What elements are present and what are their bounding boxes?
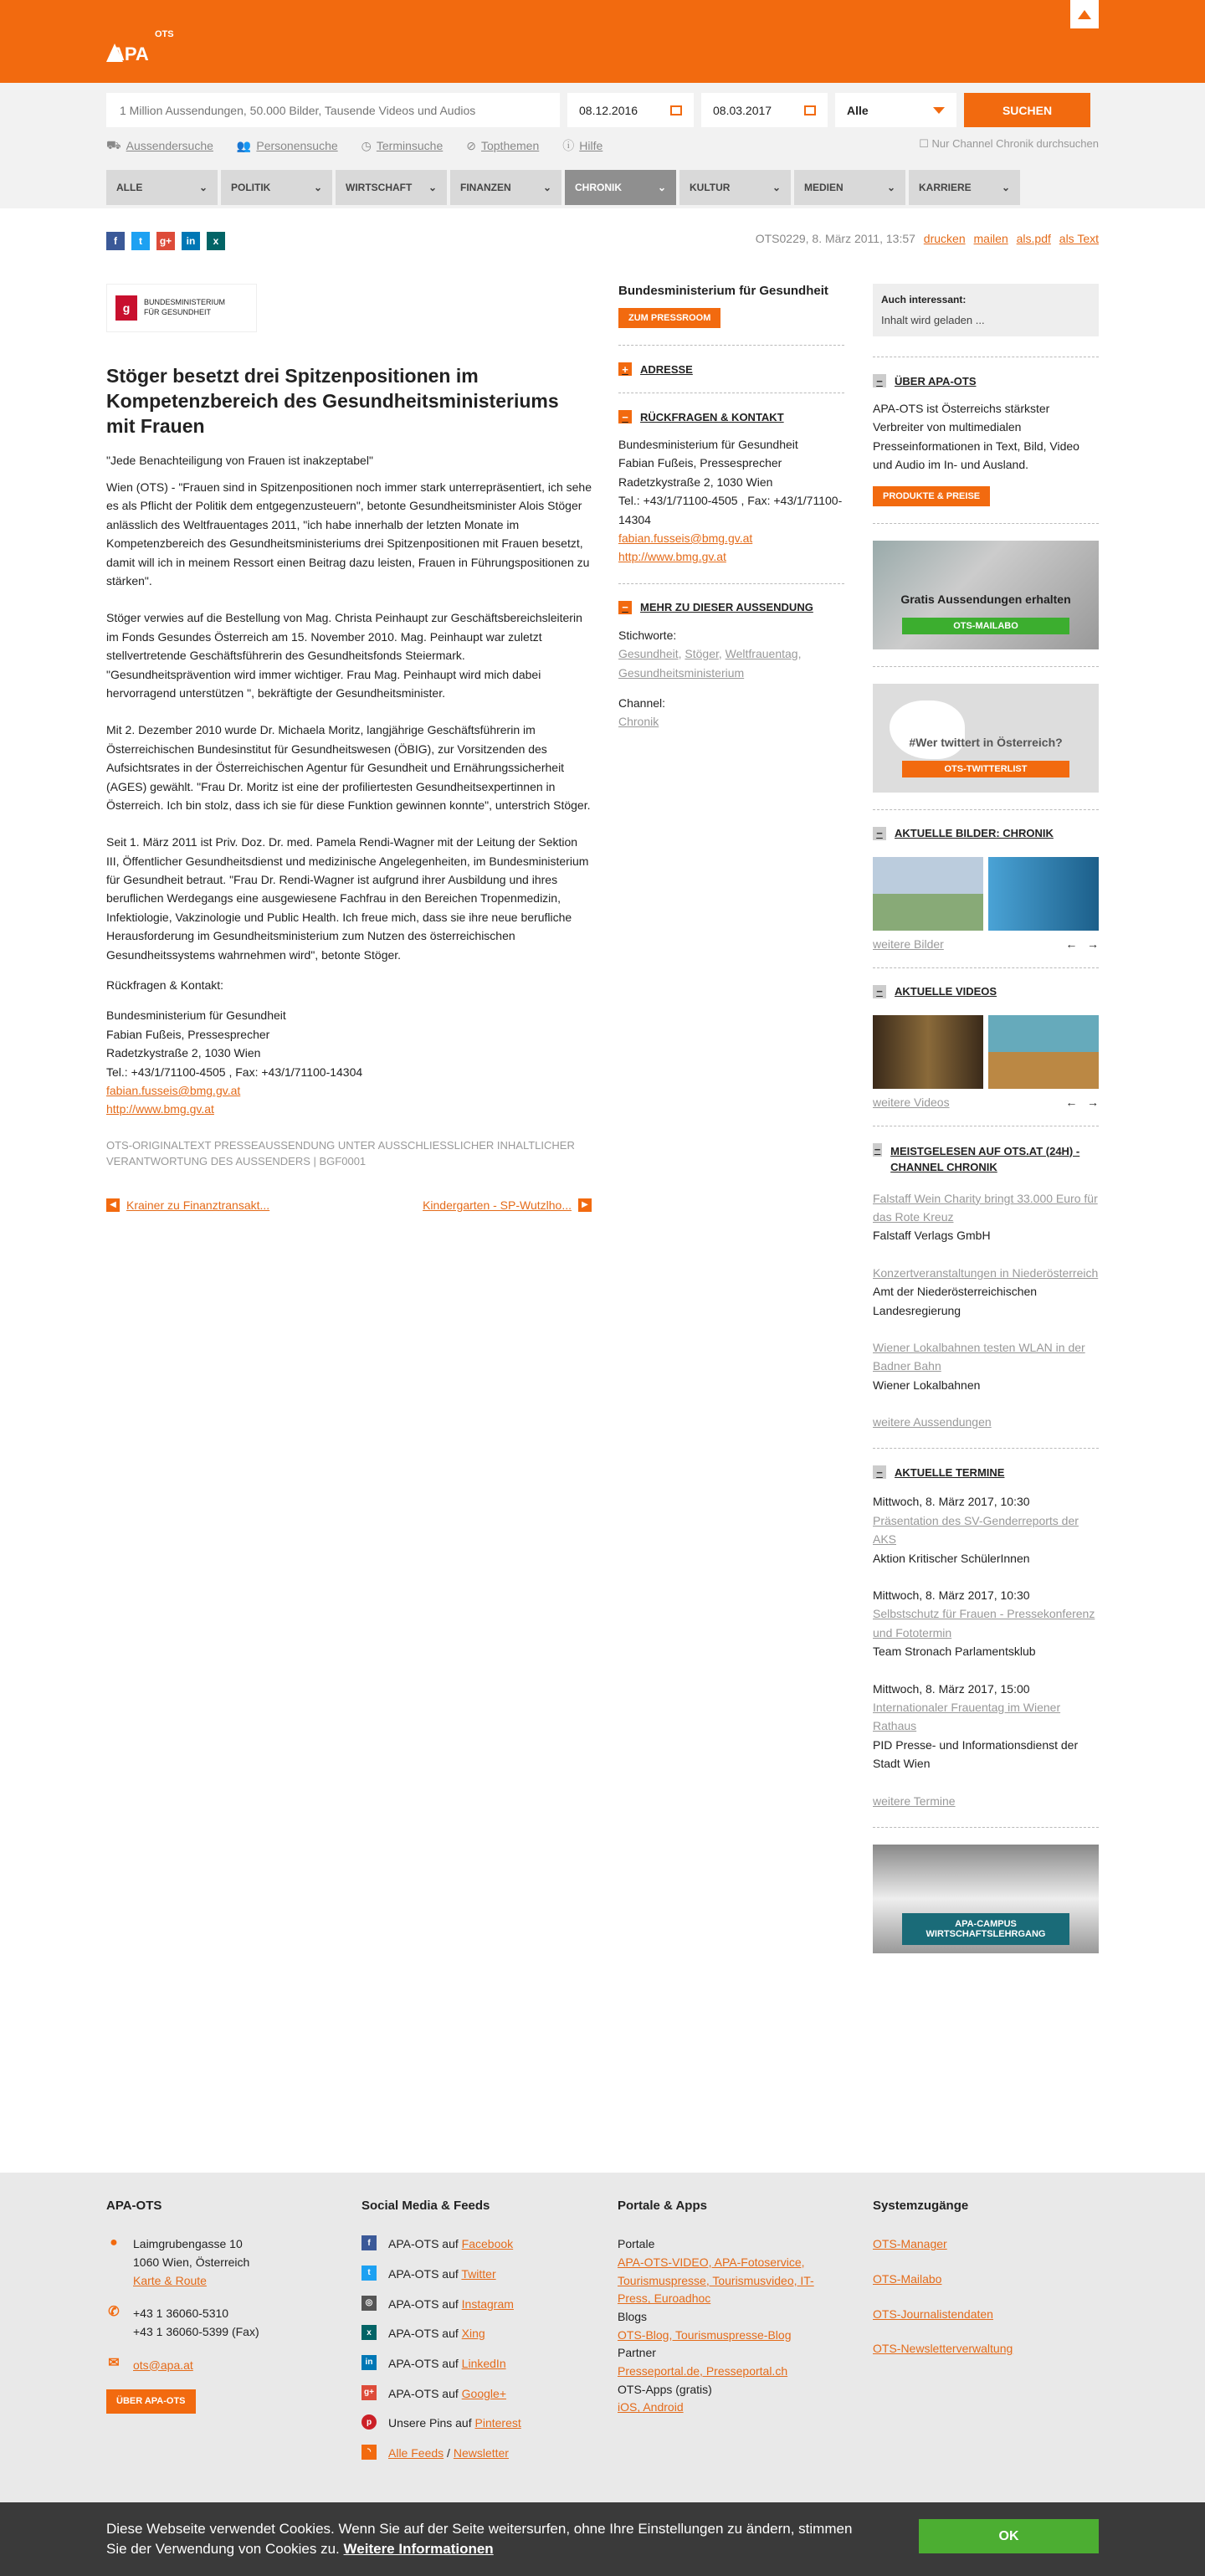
truck-icon: ⛟ <box>106 137 121 151</box>
produkte-button[interactable]: PRODUKTE & PREISE <box>873 486 990 506</box>
tag-link[interactable]: Gesundheit <box>618 647 679 661</box>
linkedin-icon: in <box>362 2355 377 2370</box>
weitere-termine-link[interactable]: weitere Termine <box>873 1793 956 1808</box>
article-paragraph: Stöger verwies auf die Bestellung von Mag. Christa Peinhaupt zur Geschäftsbereichsleiterin im Fonds Gesundes Österreich am 15. November 2010. Mag. Peinhaupt war zuletzt stellvertretende Geschäftsführerin des Gesundheitsfonds Steiermark. "Gesundheitsprävention wird immer wichtiger. Frau Mag. Peinhaupt wird mich dabei hervorragend unterstützen ", bekräftigte der Gesundheitsminister. <box>106 611 582 700</box>
footer-instagram-link[interactable]: Instagram <box>461 2296 514 2311</box>
feeds-link[interactable]: Alle Feeds <box>388 2446 444 2461</box>
chevron-down-icon: ⌄ <box>542 182 551 193</box>
mehr-toggle[interactable]: − MEHR ZU DIESER AUSSENDUNG <box>618 601 844 614</box>
tab-medien[interactable]: MEDIEN ⌄ <box>794 170 905 205</box>
calendar-icon <box>804 105 816 115</box>
search-area <box>0 83 1205 208</box>
mail-icon: ✉ <box>108 2356 120 2371</box>
ots-mailabo-link[interactable]: OTS-Mailabo <box>873 2271 942 2286</box>
auch-interessant-box: Auch interessant: Inhalt wird geladen ... <box>873 284 1099 336</box>
termin-link[interactable]: Selbstschutz für Frauen - Pressekonferenz und Fototermin <box>873 1607 1095 1640</box>
footer-facebook-link[interactable]: Facebook <box>461 2237 514 2251</box>
meistgelesen-link[interactable]: Falstaff Wein Charity bringt 33.000 Euro für das Rote Kreuz <box>873 1191 1098 1224</box>
ueber-apa-heading[interactable]: − ÜBER APA-OTS <box>873 374 1099 387</box>
print-link[interactable]: drucken <box>923 232 966 245</box>
mehr-content: Stichworte: Gesundheit, Stöger, Weltfrauentag, Gesundheitsministerium Channel: Chronik <box>618 628 802 729</box>
arrow-right-icon: ▶ <box>578 1198 592 1212</box>
sidebar: Auch interessant: Inhalt wird geladen ... − ÜBER APA-OTS APA-OTS ist Österreichs stärkster Verbreiter von multimedialen Presseinformationen in Text, Bild, Video und Audio im In- und Ausland. PRODUKTE & PREISE Gratis Aussendungen erhalten OTS-MAILABO #Wer twittert in Österreich? OTS-TWITTERLIST − AKTUELLE BILDER: CHRONIK weitere Bilder ← → − AKTUELLE VIDEOS weitere Videos ← → − MEISTGELESEN AUF OTS.AT (24H) - CHANNEL CHRONIK Falstaff Wein Charity bringt 33.000 Euro für das Rote Kreuz Falstaff Verlags GmbH Konzertveranstaltungen in Niederösterreich Amt der Niederösterreichischen Landesregierung Wiener Lokalbahnen testen WLAN in der Badner Bahn Wiener Lokalbahnen weitere Aussendungen − AKTUELLE TERMINE Mittwoch, 8. März 2017, 10:30 Präsentation des SV-Genderreports der AKS Aktion Kritischer SchülerInnen Mittwoch, 8. März 2017, 10:30 Selbstschutz für Frauen - Pressekonferenz und Fototermin Team Stronach Parlamentsklub Mittwoch, 8. März 2017, 15:00 Internationaler Frauentag im Wiener Rathaus PID Presse- und Informationsdienst der Stadt Wien weitere Termine APA-CAMPUS WIRTSCHAFTSLEHRGANG <box>873 284 1099 1953</box>
arrow-left-icon[interactable]: ← <box>1065 936 1078 951</box>
chevron-down-icon: ⌄ <box>198 182 208 193</box>
minus-icon: − <box>873 1465 886 1479</box>
email-link[interactable]: fabian.fusseis@bmg.gv.at <box>618 531 753 545</box>
ots-journalistendaten-link[interactable]: OTS-Journalistendaten <box>873 2307 993 2321</box>
info-icon: ⓘ <box>562 139 575 152</box>
contact-block: Bundesministerium für Gesundheit Fabian Fußeis, Pressesprecher Radetzkystraße 2, 1030 Wien Tel.: +43/1/71100-4505 , Fax: +43/1/71100-14304 fabian.fusseis@bmg.gv.at http://www.bmg.gv.at <box>106 1008 363 1116</box>
twitterlist-button[interactable]: OTS-TWITTERLIST <box>902 761 1069 777</box>
instagram-icon: ◎ <box>362 2296 377 2311</box>
tab-alle[interactable]: ALLE ⌄ <box>106 170 218 205</box>
chevron-down-icon: ⌄ <box>772 182 781 193</box>
pinterest-icon: p <box>362 2414 377 2430</box>
footer-portale: Portale & Apps Portale APA-OTS-VIDEO, APA-Fotoservice, Tourismuspresse, Tourismusvideo, IT-Press, Euroadhoc Blogs OTS-Blog, Tourismuspresse-Blog Partner Presseportal.de, Presseportal.ch OTS-Apps (gratis) iOS, Android <box>618 2199 814 2414</box>
channel-link[interactable]: Chronik <box>618 715 659 729</box>
footer-apa-ots: APA-OTS ● Laimgrubengasse 10 1060 Wien, Österreich Karte & Route ✆ +43 1 36060-5310 +43 1 36060-5399 (Fax) ✉ ots@apa.at ÜBER APA-OTS <box>106 2196 332 2414</box>
channel-checkbox-label: Nur Channel Chronik durchsuchen <box>931 137 1099 150</box>
aussendersuche-link[interactable] <box>106 137 213 154</box>
facebook-icon[interactable]: f <box>106 232 125 250</box>
cookie-banner <box>0 2502 1205 2576</box>
tag-link[interactable]: Gesundheitsministerium <box>618 665 745 680</box>
ministry-logo-icon: g <box>115 295 137 321</box>
footer-xing-link[interactable]: Xing <box>461 2327 485 2341</box>
article-pagination <box>106 1198 592 1212</box>
xing-icon: x <box>362 2325 377 2340</box>
article-paragraph: Seit 1. März 2011 ist Priv. Doz. Dr. med. Pamela Rendi-Wagner mit der Leitung der Sektion III, Öffentlicher Gesundheitsdienst und medizinische Angelegenheiten, im Bundesministerium für Gesundheit betraut. "Frau Dr. Rendi-Wagner ist aufgrund ihrer Ausbildung und ihres beruflichen Werdegangs eine ausgewiesene Fachfrau in den Bereichen Tropenmedizin, Infektiologie, Vakzinologie und Public Health. Ich freue mich, dass sie ihre neue berufliche Herausforderung im Gesundheitsministerium zum Nutzen des österreichischen Gesundheitssystems wahrnehmen wird", betonte Stöger. <box>106 835 589 962</box>
termin-link[interactable]: Internationaler Frauentag im Wiener Rathaus <box>873 1700 1061 1733</box>
terminsuche-label[interactable]: Terminsuche <box>376 139 444 152</box>
cookie-ok-button[interactable]: OK <box>919 2519 1099 2553</box>
next-article[interactable]: Kindergarten - SP-Wutzlho... ▶ <box>423 1198 592 1212</box>
calendar-icon <box>670 105 682 115</box>
footer-googleplus-link[interactable]: Google+ <box>461 2386 506 2400</box>
type-select-value: Alle <box>847 103 869 117</box>
tab-wirtschaft[interactable]: WIRTSCHAFT ⌄ <box>336 170 447 205</box>
minus-icon: − <box>874 1143 881 1157</box>
terminsuche-link[interactable] <box>362 137 444 154</box>
web-link[interactable]: http://www.bmg.gv.at <box>618 550 726 564</box>
prev-article[interactable]: ◀ Krainer zu Finanztransakt... <box>106 1198 269 1212</box>
xing-icon[interactable]: x <box>207 232 225 250</box>
tab-politik[interactable]: POLITIK ⌄ <box>221 170 332 205</box>
arrow-left-icon[interactable]: ← <box>1065 1095 1078 1109</box>
minus-icon: − <box>873 374 886 387</box>
channel-checkbox[interactable]: ☐ Nur Channel Chronik durchsuchen <box>919 137 1099 150</box>
plus-icon: + <box>618 362 632 376</box>
chevron-down-icon: ⌄ <box>428 182 437 193</box>
svg-text:OTS: OTS <box>155 29 174 39</box>
chevron-down-icon: ⌄ <box>313 182 322 193</box>
chevron-down-icon <box>933 107 945 114</box>
tag-link[interactable]: Stöger <box>685 647 719 661</box>
partner-links[interactable]: Presseportal.de, Presseportal.ch <box>618 2364 788 2378</box>
image-thumbnail[interactable] <box>873 857 983 931</box>
article-paragraph: Mit 2. Dezember 2010 wurde Dr. Michaela Moritz, langjährige Geschäftsführerin im Österreichischen Bundesinstitut für Gesundheitswesen (ÖBIG), zur Vorsitzenden des Aufsichtsrates in der Österreichischen Agentur für Gesundheit und Ernährungssicherheit (AGES) gewählt. "Frau Dr. Moritz ist eine der profiliertesten Gesundheitsexpertinnen in Österreich. Ich bin stolz, dass ich sie für diese Funktion gewinnen konnte", unterstrich Stöger. <box>106 723 591 812</box>
weitere-aussendungen-link[interactable]: weitere Aussendungen <box>873 1415 992 1429</box>
minus-icon: − <box>873 985 886 998</box>
hilfe-label[interactable]: Hilfe <box>579 139 603 152</box>
site-footer <box>0 2173 1205 2507</box>
arrow-left-icon: ◀ <box>106 1198 120 1212</box>
location-pin-icon: ● <box>110 2235 118 2250</box>
meistgelesen-link[interactable]: Konzertveranstaltungen in Niederösterreich <box>873 1265 1099 1280</box>
twitter-icon[interactable]: t <box>131 232 150 250</box>
facebook-icon: f <box>362 2235 377 2250</box>
termine-heading[interactable]: − AKTUELLE TERMINE <box>873 1465 1099 1479</box>
adresse-toggle[interactable]: + ADRESSE <box>618 362 844 376</box>
minus-icon: − <box>618 410 632 423</box>
googleplus-icon[interactable]: g+ <box>156 232 175 250</box>
date-from-field[interactable] <box>567 93 694 127</box>
hilfe-link[interactable] <box>562 137 602 154</box>
search-input[interactable] <box>106 93 560 127</box>
twitter-icon: t <box>362 2266 377 2281</box>
top-header <box>0 0 1205 83</box>
article-meta <box>756 232 1099 245</box>
tab-chronik[interactable]: CHRONIK ⌄ <box>565 170 676 205</box>
rss-icon: ◝ <box>362 2445 377 2460</box>
googleplus-icon: g+ <box>362 2385 377 2400</box>
sender-name: Bundesministerium für Gesundheit <box>618 284 828 298</box>
weitere-bilder-link[interactable]: weitere Bilder <box>873 936 944 951</box>
arrow-right-icon[interactable]: → <box>1087 1095 1099 1109</box>
bilder-heading[interactable]: − AKTUELLE BILDER: CHRONIK <box>873 827 1099 840</box>
apps-links[interactable]: iOS, Android <box>618 2400 684 2414</box>
personensuche-link[interactable] <box>237 137 338 154</box>
footer-linkedin-link[interactable]: LinkedIn <box>461 2357 506 2370</box>
date-to-value: 08.03.2017 <box>713 103 772 117</box>
date-to-field[interactable] <box>701 93 828 127</box>
people-icon: 👥 <box>236 138 252 152</box>
newsletter-link[interactable]: Newsletter <box>453 2446 509 2461</box>
ots-manager-link[interactable]: OTS-Manager <box>873 2237 947 2251</box>
mail-link[interactable]: mailen <box>973 232 1008 245</box>
apa-ots-logo[interactable] <box>106 25 183 64</box>
mailabo-button[interactable]: OTS-MAILABO <box>902 618 1069 634</box>
personensuche-label[interactable]: Personensuche <box>256 139 338 152</box>
footer-social: Social Media & Feeds f APA-OTS auf Facebook t APA-OTS auf Twitter ◎ APA-OTS auf Instagram x APA-OTS auf Xing in APA-OTS auf LinkedIn g+ APA-OTS auf Google+ p Unsere Pins auf Pinterest ◝ Alle Feeds / Newsletter <box>362 2199 521 2461</box>
ots-id: OTS0229, 8. März 2011, 13:57 <box>755 232 915 245</box>
cookie-info-link[interactable]: Weitere Informationen <box>343 2540 494 2557</box>
user-icon[interactable] <box>1070 0 1099 28</box>
topthemen-link[interactable] <box>466 137 539 154</box>
chevron-down-icon: ⌄ <box>886 182 895 193</box>
videos-heading[interactable]: − AKTUELLE VIDEOS <box>873 985 1099 998</box>
twitter-banner[interactable]: #Wer twittert in Österreich? OTS-TWITTERLIST <box>873 684 1099 793</box>
linkedin-icon[interactable]: in <box>182 232 200 250</box>
footer-pinterest-link[interactable]: Pinterest <box>474 2416 521 2430</box>
tab-karriere[interactable]: KARRIERE ⌄ <box>909 170 1020 205</box>
contact-web-link[interactable]: http://www.bmg.gv.at <box>106 1102 214 1116</box>
compass-icon: ⊘ <box>466 138 476 152</box>
search-button[interactable]: SUCHEN <box>964 93 1090 127</box>
video-thumbnail[interactable] <box>988 1015 1099 1089</box>
chevron-down-icon: ⌄ <box>1001 182 1010 193</box>
video-thumbnail[interactable] <box>873 1015 983 1089</box>
phone-icon: ✆ <box>108 2304 120 2319</box>
ueber-apa-button[interactable]: ÜBER APA-OTS <box>106 2389 196 2414</box>
sender-info <box>618 284 844 731</box>
blogs-links[interactable]: OTS-Blog, Tourismuspresse-Blog <box>618 2327 792 2342</box>
portale-links[interactable]: APA-OTS-VIDEO, APA-Fotoservice, Tourismuspresse, Tourismusvideo, IT-Press, Euroadhoc <box>618 2255 814 2306</box>
pressroom-button[interactable]: ZUM PRESSROOM <box>618 308 720 328</box>
image-thumbnail[interactable] <box>988 857 1099 931</box>
minus-icon: − <box>873 827 886 840</box>
meistgelesen-link[interactable]: Wiener Lokalbahnen testen WLAN in der Badner Bahn <box>873 1340 1085 1373</box>
campus-banner[interactable] <box>873 1845 1099 1953</box>
weitere-videos-link[interactable]: weitere Videos <box>873 1095 950 1109</box>
campus-button[interactable]: APA-CAMPUS WIRTSCHAFTSLEHRGANG <box>902 1913 1069 1945</box>
tab-kultur[interactable]: KULTUR ⌄ <box>679 170 791 205</box>
footer-email-link[interactable]: ots@apa.at <box>133 2358 193 2372</box>
termin-link[interactable]: Präsentation des SV-Genderreports der AKS <box>873 1513 1079 1547</box>
article-paragraph: Wien (OTS) - "Frauen sind in Spitzenpositionen noch immer stark unterrepräsentiert, ich sehe es als Pflicht der Politik dem entgegenzusteuern", betonte Gesundheitsminister Alois Stöger anlässlich des Weltfrauentages 2011, "ich habe innerhalb der letzten Monate im Kompetenzbereich des Gesundheitsministeriums drei Spitzenpositionen mit Frauen besetzt, damit will ich in meinem Ressort einen Beitrag dazu leisten, Frauen in Führungspositionen zu stärken". <box>106 480 592 588</box>
mailabo-banner[interactable]: Gratis Aussendungen erhalten OTS-MAILABO <box>873 541 1099 649</box>
sender-logo[interactable]: g BUNDESMINISTERIUM FÜR GESUNDHEIT <box>106 284 257 332</box>
contact-label: Rückfragen & Kontakt: <box>106 978 224 993</box>
tab-finanzen[interactable]: FINANZEN ⌄ <box>450 170 561 205</box>
ueber-text: APA-OTS ist Österreichs stärkster Verbreiter von multimedialen Presseinformationen in Text, Bild, Video und Audio im In- und Ausland. <box>873 402 1079 472</box>
type-select[interactable] <box>835 93 956 127</box>
article-title: Stöger besetzt drei Spitzenpositionen im Kompetenzbereich des Gesundheitsministeriums mit Frauen <box>106 365 559 437</box>
cookie-text: Diese Webseite verwendet Cookies. Wenn Sie auf der Seite weitersurfen, ohne Ihre Einstellungen zu ändern, stimmen Sie der Verwendung von Cookies zu. Weitere Informationen <box>106 2521 853 2557</box>
minus-icon: − <box>618 601 632 614</box>
contact-email-link[interactable]: fabian.fusseis@bmg.gv.at <box>106 1084 241 1097</box>
footer-systeme: Systemzugänge OTS-Manager OTS-Mailabo OTS-Journalistendaten OTS-Newsletterverwaltung <box>873 2199 1013 2356</box>
article-lead: "Jede Benachteiligung von Frauen ist inakzeptabel" <box>106 453 373 467</box>
chevron-down-icon: ⌄ <box>657 182 666 193</box>
pdf-link[interactable]: als.pdf <box>1016 232 1051 245</box>
date-from-value: 08.12.2016 <box>579 103 638 117</box>
arrow-right-icon[interactable]: → <box>1087 936 1099 951</box>
clock-icon: ◷ <box>361 138 372 152</box>
topthemen-label[interactable]: Topthemen <box>480 139 540 152</box>
aussendersuche-label[interactable]: Aussendersuche <box>126 139 213 152</box>
ots-newsletterverwaltung-link[interactable]: OTS-Newsletterverwaltung <box>873 2342 1013 2356</box>
rueckfragen-content: Bundesministerium für Gesundheit Fabian Fußeis, Pressesprecher Radetzkystraße 2, 1030 Wien Tel.: +43/1/71100-4505 , Fax: +43/1/71100-14304 fabian.fusseis@bmg.gv.at http://www.bmg.gv.at <box>618 438 843 564</box>
category-nav <box>106 170 1020 205</box>
text-link[interactable]: als Text <box>1059 232 1099 245</box>
karte-link[interactable]: Karte & Route <box>133 2273 207 2287</box>
footer-twitter-link[interactable]: Twitter <box>461 2266 496 2281</box>
share-bar <box>106 232 225 250</box>
tag-link[interactable]: Weltfrauentag <box>725 647 798 661</box>
article <box>106 284 592 1212</box>
rueckfragen-toggle[interactable]: − RÜCKFRAGEN & KONTAKT <box>618 410 844 423</box>
meistgelesen-heading[interactable]: − MEISTGELESEN AUF OTS.AT (24H) - CHANNEL CHRONIK <box>874 1143 1080 1174</box>
ots-footer-note: OTS-ORIGINALTEXT PRESSEAUSSENDUNG UNTER AUSSCHLIESSLICHER INHALTLICHER VERANTWORTUNG DES AUSSENDERS | BGF0001 <box>106 1138 575 1168</box>
twitter-bird-icon <box>890 700 965 759</box>
svg-text:APA: APA <box>111 44 149 64</box>
